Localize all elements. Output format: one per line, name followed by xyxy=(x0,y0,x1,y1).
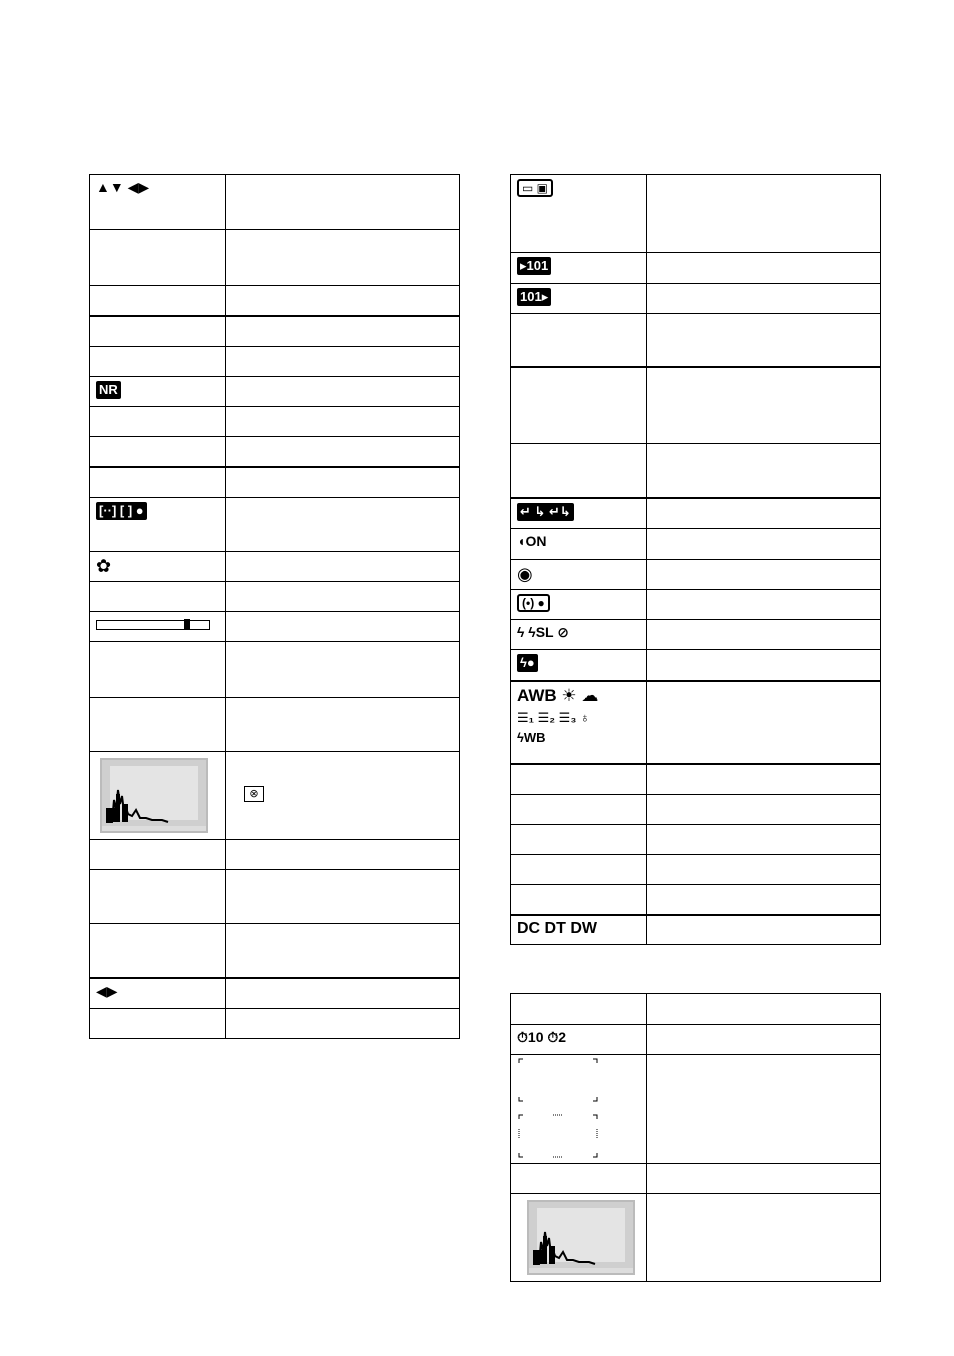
memory-card-icon: ▭ ▣ xyxy=(517,179,553,197)
white-balance-flash-icon: ϟWB xyxy=(517,729,546,745)
row-navigation-icons xyxy=(90,175,226,230)
histogram-warning-icon: ⊗ xyxy=(244,786,264,802)
red-eye-icon: ◉ xyxy=(517,564,533,584)
af-range-frame-icon xyxy=(517,1057,601,1161)
scene-mode-icon: DC DT DW xyxy=(517,919,597,937)
flash-mode-icon: ϟ ϟSL ⊘ xyxy=(517,624,569,640)
up-down-left-right-icon: ▲▼ ◀▶ xyxy=(96,179,150,195)
left-reference-table xyxy=(89,174,460,1039)
bottom-reference-table xyxy=(510,993,881,1282)
left-right-icon: ◀▶ xyxy=(96,982,118,999)
self-timer-icon: ⏱10 ⏱2 xyxy=(517,1029,567,1045)
af-illuminator-icon: ◖ON xyxy=(517,533,547,549)
histogram-image-2 xyxy=(527,1200,635,1275)
af-frame-icon: [··] [ ] ● xyxy=(96,502,147,520)
flash-level-icon: ϟ● xyxy=(517,654,538,672)
rotate-icon: ↵ ↳ ↵↳ xyxy=(517,503,574,521)
noise-reduction-icon: NR xyxy=(96,381,121,399)
white-balance-auto-icon: AWB ☀ ☁ xyxy=(517,685,599,705)
right-reference-table xyxy=(510,174,881,945)
folder-next-icon: ▸101 xyxy=(517,257,551,275)
macro-icon: ✿ xyxy=(96,556,112,576)
folder-prev-icon: 101▸ xyxy=(517,288,551,306)
white-balance-fluorescent-icon: ☰₁ ☰₂ ☰₃ ♁ xyxy=(517,709,590,725)
zoom-level-slider xyxy=(96,620,210,630)
slider-knob xyxy=(184,619,190,629)
histogram-image xyxy=(100,758,208,833)
metering-icon: (•) ● xyxy=(517,594,550,612)
